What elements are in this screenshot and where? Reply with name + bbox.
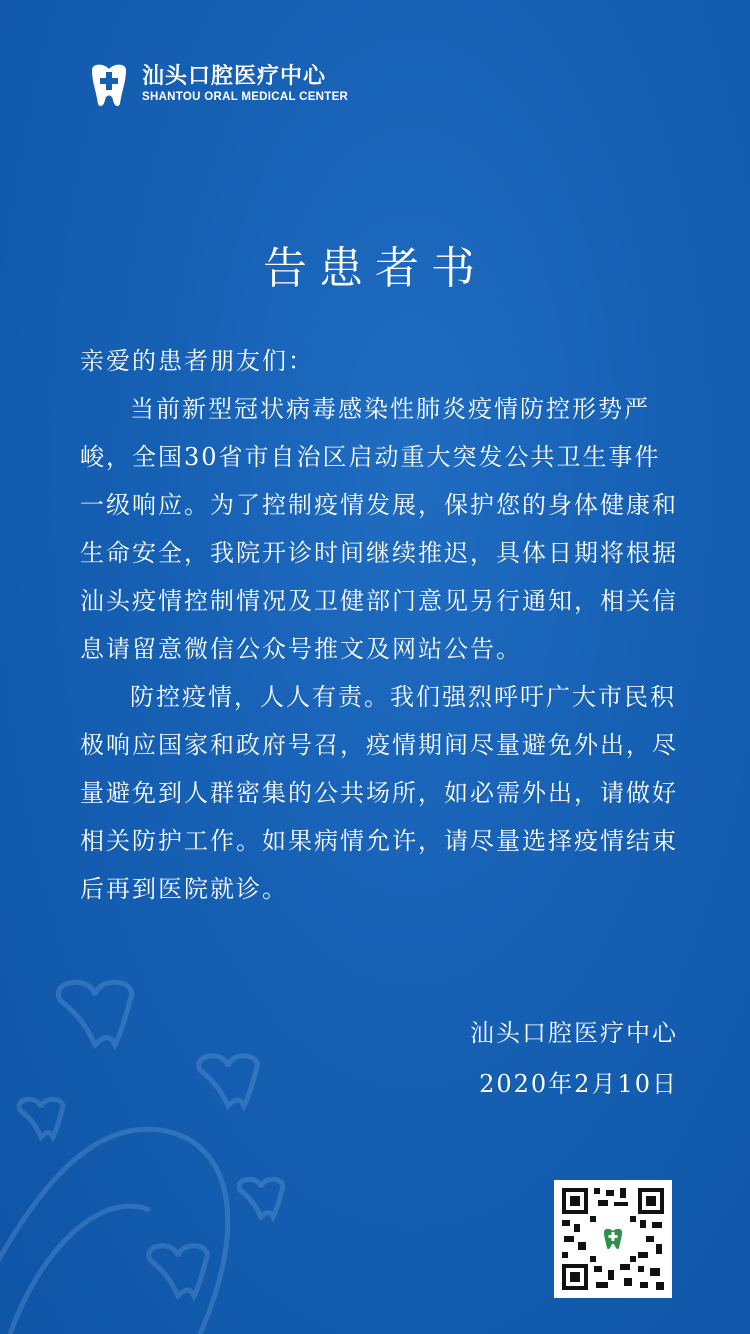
- paragraph-1: 当前新型冠状病毒感染性肺炎疫情防控形势严峻，全国30省市自治区启动重大突发公共卫生事件一级响应。为了控制疫情发展，保护您的身体健康和生命安全，我院开诊时间继续推迟，具体日期将根据汕头疫情控制情况及卫健部门意见另行通知，相关信息请留意微信公众号推文及网站公告。: [80, 395, 678, 663]
- hospital-logo: [84, 60, 348, 110]
- notice-title: 告患者书: [263, 243, 487, 294]
- qr-code-icon: [560, 1186, 666, 1292]
- qr-code[interactable]: [554, 1180, 672, 1298]
- logo-text: [142, 65, 348, 105]
- tooth-cross-icon: [84, 60, 134, 110]
- signature-date: 2020年2月10日: [479, 1070, 678, 1098]
- paragraph-2: 防控疫情，人人有责。我们强烈呼吁广大市民积极响应国家和政府号召，疫情期间尽量避免外出，尽量避免到人群密集的公共场所，如必需外出，请做好相关防护工作。如果病情允许，请尽量选择疫情结束后再到医院就诊。: [80, 683, 678, 903]
- signature-org: 汕头口腔医疗中心: [470, 1019, 678, 1047]
- greeting: 亲爱的患者朋友们：: [80, 347, 314, 375]
- logo-name-en: SHANTOU ORAL MEDICAL CENTER: [142, 91, 349, 103]
- notice-body: [80, 337, 680, 913]
- tooth-pattern-decoration: [0, 960, 320, 1334]
- logo-name-cn: 汕头口腔医疗中心: [142, 64, 327, 89]
